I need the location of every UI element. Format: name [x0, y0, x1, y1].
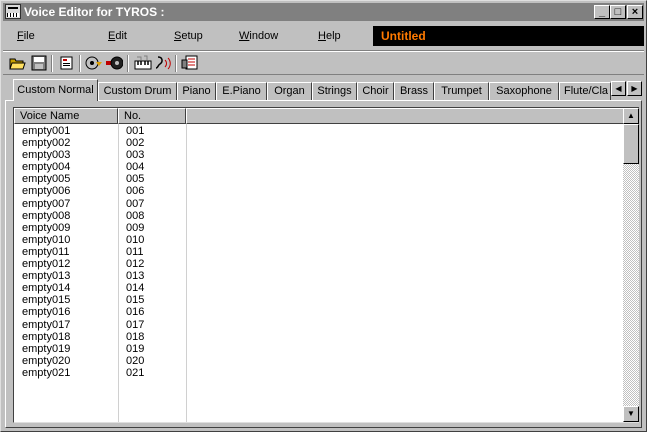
document-name: Untitled [373, 26, 644, 46]
menu-setup-accel: S [174, 30, 182, 42]
edit-doc-icon[interactable] [58, 55, 76, 71]
voice-number-cell: 002 [126, 137, 145, 150]
vertical-scrollbar[interactable] [623, 108, 639, 422]
voice-name-cell: empty002 [22, 137, 71, 150]
column-header-no[interactable]: No. [118, 108, 186, 124]
minimize-button[interactable]: _ [594, 5, 610, 19]
voice-name-cell: empty013 [22, 270, 71, 283]
voice-name-cell: empty016 [22, 306, 71, 319]
voice-number-cell: 021 [126, 366, 145, 379]
menu-file-accel: F [17, 30, 24, 42]
menu-file[interactable] [17, 30, 35, 42]
column-header-voice-name[interactable]: Voice Name [14, 108, 118, 124]
category-tabs [3, 79, 644, 101]
table-row[interactable] [14, 161, 624, 173]
tab-strings[interactable]: Strings [312, 82, 357, 100]
audition-icon[interactable] [154, 55, 172, 71]
menu-window[interactable] [239, 30, 278, 42]
menu-edit-accel: E [108, 30, 116, 42]
voice-name-cell: empty017 [22, 318, 71, 331]
toolbar-separator [127, 55, 129, 72]
voice-name-cell: empty008 [22, 209, 71, 222]
table-row[interactable] [14, 282, 624, 294]
voice-number-cell: 019 [126, 342, 145, 355]
scroll-up-button[interactable]: ▲ [623, 108, 639, 124]
voice-number-cell: 014 [126, 282, 145, 295]
table-row[interactable] [14, 185, 624, 197]
title-bar[interactable] [3, 3, 644, 21]
voice-table [13, 107, 639, 423]
tab-saxophone[interactable]: Saxophone [489, 82, 559, 100]
table-row[interactable] [14, 355, 624, 367]
tab-custom-drum[interactable]: Custom Drum [98, 82, 177, 100]
table-row[interactable] [14, 294, 624, 306]
table-row[interactable] [14, 125, 624, 137]
menu-window-accel: W [239, 30, 250, 42]
menu-file-rest: ile [23, 30, 35, 42]
tab-flute-clarinet[interactable]: Flute/Cla [559, 82, 611, 100]
scroll-down-button[interactable]: ▼ [623, 406, 639, 422]
table-row[interactable] [14, 331, 624, 343]
table-row[interactable] [14, 367, 624, 379]
voice-name-cell: empty010 [22, 233, 71, 246]
voice-number-cell: 013 [126, 270, 145, 283]
voice-name-cell: empty020 [22, 354, 71, 367]
column-header-blank [186, 108, 624, 124]
voice-number-cell: 016 [126, 306, 145, 319]
voice-number-cell: 017 [126, 318, 145, 331]
tab-scroll-right-button[interactable]: ▶ [627, 81, 642, 96]
voice-name-cell: empty021 [22, 366, 71, 379]
voice-name-cell: empty019 [22, 342, 71, 355]
voice-number-cell: 004 [126, 161, 145, 174]
menu-setup[interactable] [174, 30, 203, 42]
open-folder-icon[interactable] [9, 55, 27, 71]
app-keyboard-icon[interactable] [5, 4, 21, 19]
menu-setup-rest: etup [181, 30, 203, 42]
table-row[interactable] [14, 319, 624, 331]
voice-name-cell: empty018 [22, 330, 71, 343]
voice-name-cell: empty014 [22, 282, 71, 295]
voice-name-cell: empty004 [22, 161, 71, 174]
keyboard-icon[interactable] [134, 55, 152, 71]
voice-list-icon[interactable] [181, 55, 199, 71]
close-button[interactable]: × [627, 5, 643, 19]
voice-name-cell: empty006 [22, 185, 71, 198]
tab-organ[interactable]: Organ [267, 82, 312, 100]
save-disk-icon[interactable] [30, 55, 48, 71]
table-row[interactable] [14, 173, 624, 185]
table-row[interactable] [14, 137, 624, 149]
voice-number-cell: 010 [126, 233, 145, 246]
table-row[interactable] [14, 343, 624, 355]
tab-brass[interactable]: Brass [394, 82, 434, 100]
send-icon[interactable] [105, 55, 123, 71]
voice-name-cell: empty011 [22, 245, 70, 258]
table-row[interactable] [14, 198, 624, 210]
receive-icon[interactable] [85, 55, 103, 71]
voice-number-cell: 006 [126, 185, 145, 198]
tab-e-piano[interactable]: E.Piano [216, 82, 267, 100]
table-row[interactable] [14, 258, 624, 270]
voice-name-cell: empty003 [22, 149, 71, 162]
toolbar-separator [51, 55, 53, 72]
tab-custom-normal[interactable]: Custom Normal [13, 79, 98, 101]
tab-piano[interactable]: Piano [177, 82, 216, 100]
voice-number-cell: 018 [126, 330, 145, 343]
voice-name-cell: empty015 [22, 294, 71, 307]
table-row[interactable] [14, 246, 624, 258]
maximize-button[interactable]: □ [610, 5, 626, 19]
toolbar [3, 51, 644, 75]
table-row[interactable] [14, 306, 624, 318]
menu-help-rest: elp [325, 30, 341, 42]
table-row[interactable] [14, 270, 624, 282]
voice-number-cell: 005 [126, 173, 145, 186]
voice-number-cell: 003 [126, 149, 145, 162]
voice-number-cell: 020 [126, 354, 145, 367]
voice-name-cell: empty009 [22, 221, 71, 234]
voice-name-cell: empty012 [22, 258, 71, 271]
menu-help[interactable] [318, 30, 341, 42]
voice-name-cell: empty007 [22, 197, 71, 210]
tab-scroll-left-button[interactable]: ◀ [611, 81, 626, 96]
voice-name-cell: empty001 [22, 125, 71, 137]
table-header [14, 108, 624, 124]
table-body [14, 125, 624, 379]
menu-bar [3, 23, 644, 51]
table-row[interactable] [14, 149, 624, 161]
voice-name-cell: empty005 [22, 173, 71, 186]
voice-number-cell: 012 [126, 258, 145, 271]
toolbar-separator [175, 55, 177, 72]
table-row[interactable] [14, 234, 624, 246]
menu-edit-rest: dit [115, 30, 127, 42]
menu-help-accel: H [318, 30, 326, 42]
voice-number-cell: 007 [126, 197, 145, 210]
voice-number-cell: 009 [126, 221, 145, 234]
scroll-thumb[interactable] [623, 124, 639, 164]
table-row[interactable] [14, 222, 624, 234]
window-title: Voice Editor for TYROS : [24, 5, 165, 19]
voice-number-cell: 001 [126, 125, 145, 137]
toolbar-separator [79, 55, 81, 72]
menu-edit[interactable] [108, 30, 127, 42]
table-row[interactable] [14, 210, 624, 222]
voice-number-cell: 008 [126, 209, 145, 222]
voice-number-cell: 011 [126, 245, 144, 258]
voice-number-cell: 015 [126, 294, 145, 307]
tab-choir[interactable]: Choir [357, 82, 394, 100]
menu-window-rest: indow [249, 30, 279, 42]
tab-trumpet[interactable]: Trumpet [434, 82, 489, 100]
